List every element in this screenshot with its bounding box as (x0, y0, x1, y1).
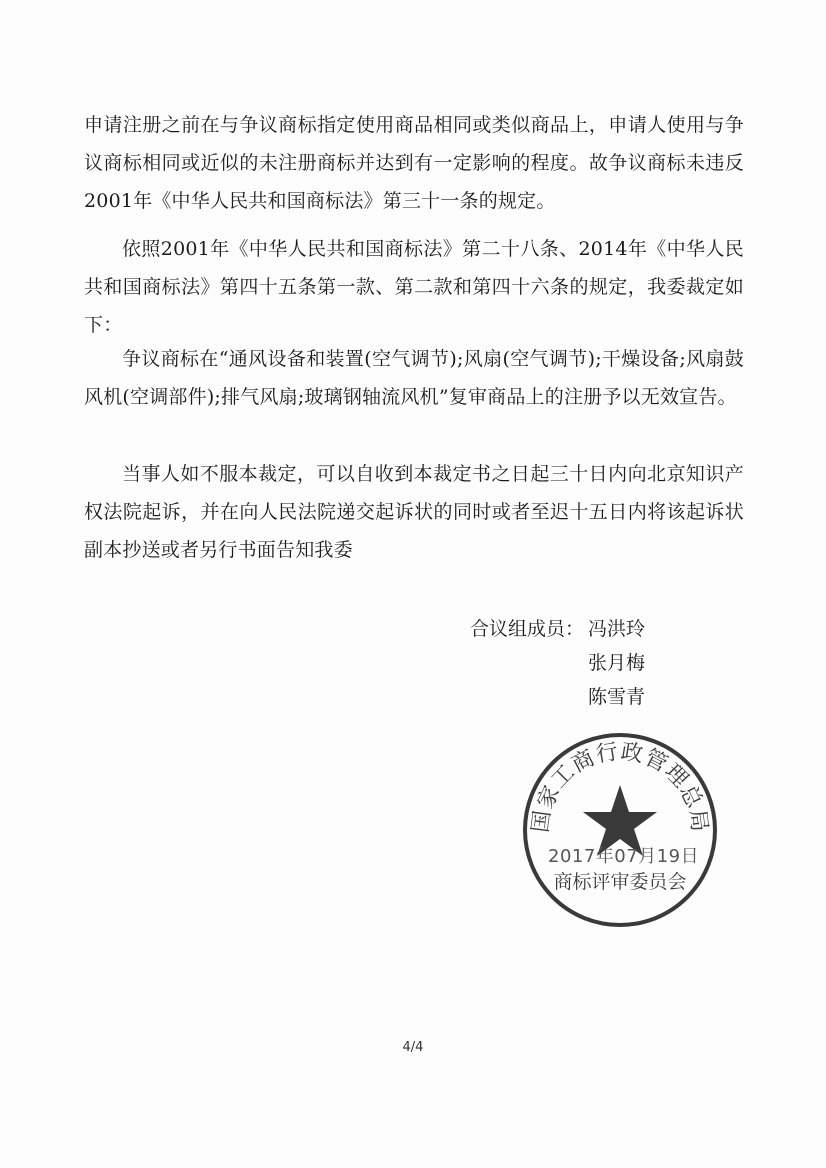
panel-member: 陈雪青 (588, 686, 646, 708)
paragraph-appeal-notice: 当事人如不服本裁定，可以自收到本裁定书之日起三十日内向北京知识产权法院起诉，并在向人民法院递交起诉状的同时或者至迟十五日内将该起诉状副本抄送或者另行书面告知我委 (84, 463, 744, 561)
paragraph-legal-basis: 依照2001年《中华人民共和国商标法》第二十八条、2014年《中华人民共和国商标法》第四十五条第一款、第二款和第四十六条的规定，我委裁定如下： (84, 238, 744, 336)
seal-date: 2017年07月19日 (548, 846, 700, 867)
official-seal (520, 730, 720, 930)
panel-member: 张月梅 (588, 652, 646, 674)
page-number: 4/4 (402, 1040, 424, 1055)
panel-member: 冯洪玲 (588, 618, 646, 640)
panel-label: 合议组成员： (470, 618, 585, 640)
paragraph-reasoning: 申请注册之前在与争议商标指定使用商品相同或类似商品上，申请人使用与争议商标相同或近似的未注册商标并达到有一定影响的程度。故争议商标未违反2001年《中华人民共和国商标法》第三十一条的规定。 (84, 114, 744, 212)
paragraph-ruling: 争议商标在“通风设备和装置(空气调节);风扇(空气调节);干燥设备;风扇鼓风机(空调部件);排气风扇;玻璃钢轴流风机”复审商品上的注册予以无效宣告。 (84, 348, 744, 408)
seal-graphic (520, 730, 720, 930)
seal-inner-text: 商标评审委员会 (553, 871, 687, 893)
seal-outer-text: 国家工商行政管理总局 (528, 739, 712, 835)
